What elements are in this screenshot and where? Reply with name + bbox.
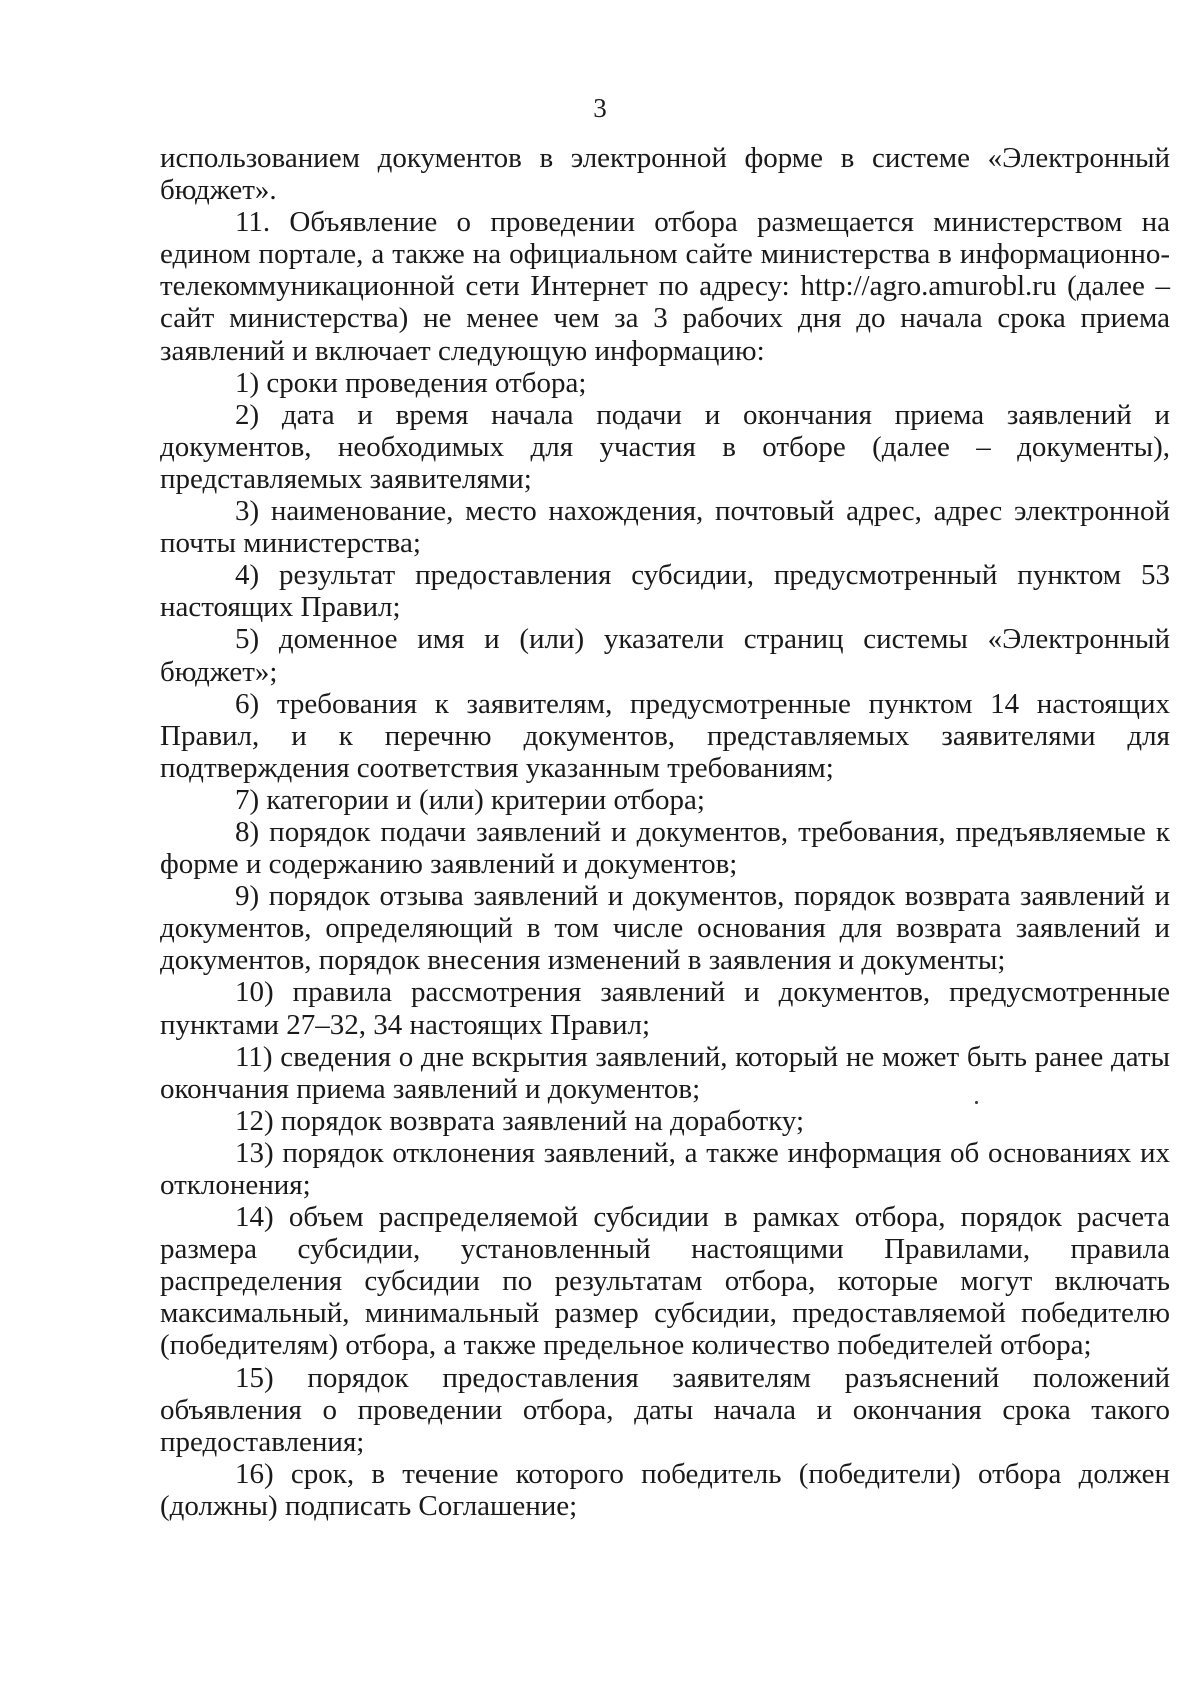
list-item-13: 13) порядок отклонения заявлений, а также информация об основаниях их отклонения; [160,1136,1170,1201]
list-item-12: 12) порядок возврата заявлений на доработку; [235,1104,805,1137]
list-item-4: 4) результат предоставления субсидии, предусмотренный пунктом 53 настоящих Правил; [160,559,1170,624]
document-body [160,142,1170,1522]
list-item-11: 11) сведения о дне вскрытия заявлений, который не может быть ранее даты окончания приема заявлений и документов; [160,1040,1170,1105]
page-number: 3 [593,93,607,123]
list-item-14: 14) объем распределяемой субсидии в рамках отбора, порядок расчета размера субсидии, установленный настоящими Правилами, правила распределения субсидии по результатам отбора, которые могут включать максимальный, минимальный размер субсидии, предоставляемой победителю (победителям) отбора, а также предельное количество победителей отбора; [160,1201,1170,1362]
list-item-15: 15) порядок предоставления заявителям разъяснений положений объявления о проведении отбора, даты начала и окончания срока такого предоставления; [160,1361,1170,1458]
paragraph-clause-11: 11. Объявление о проведении отбора размещается министерством на едином портале, а также на официальном сайте министерства в информационно-телекоммуникационной сети Интернет по адресу: http://agro.amurobl.ru (далее – сайт министерства) не менее чем за 3 рабочих дня до начала срока приема заявлений и включает следующую информацию: [160,206,1170,367]
list-item-6: 6) требования к заявителям, предусмотренные пунктом 14 настоящих Правил, и к перечню документов, представляемых заявителями для подтверждения соответствия указанным требованиям; [160,687,1170,784]
list-item-9: 9) порядок отзыва заявлений и документов, порядок возврата заявлений и документов, определяющий в том числе основания для возврата заявлений и документов, порядок внесения изменений в заявления и документы; [160,880,1170,977]
list-item-7: 7) категории и (или) критерии отбора; [235,783,705,816]
list-item-10: 10) правила рассмотрения заявлений и документов, предусмотренные пунктами 27–32, 34 настоящих Правил; [160,976,1170,1041]
list-item-5: 5) доменное имя и (или) указатели страниц системы «Электронный бюджет»; [160,623,1170,688]
list-item-8: 8) порядок подачи заявлений и документов, требования, предъявляемые к форме и содержанию заявлений и документов; [160,815,1170,881]
scan-speck [975,1101,978,1104]
list-item-16: 16) срок, в течение которого победитель (победители) отбора должен (должны) подписать Соглашение; [160,1457,1170,1522]
paragraph-continuation: использованием документов в электронной форме в системе «Электронный бюджет». [160,142,1170,207]
list-item-1: 1) сроки проведения отбора; [235,366,587,399]
list-item-2: 2) дата и время начала подачи и окончания приема заявлений и документов, необходимых для участия в отборе (далее – документы), представляемых заявителями; [160,398,1170,495]
list-item-3: 3) наименование, место нахождения, почтовый адрес, адрес электронной почты министерства; [160,495,1170,560]
